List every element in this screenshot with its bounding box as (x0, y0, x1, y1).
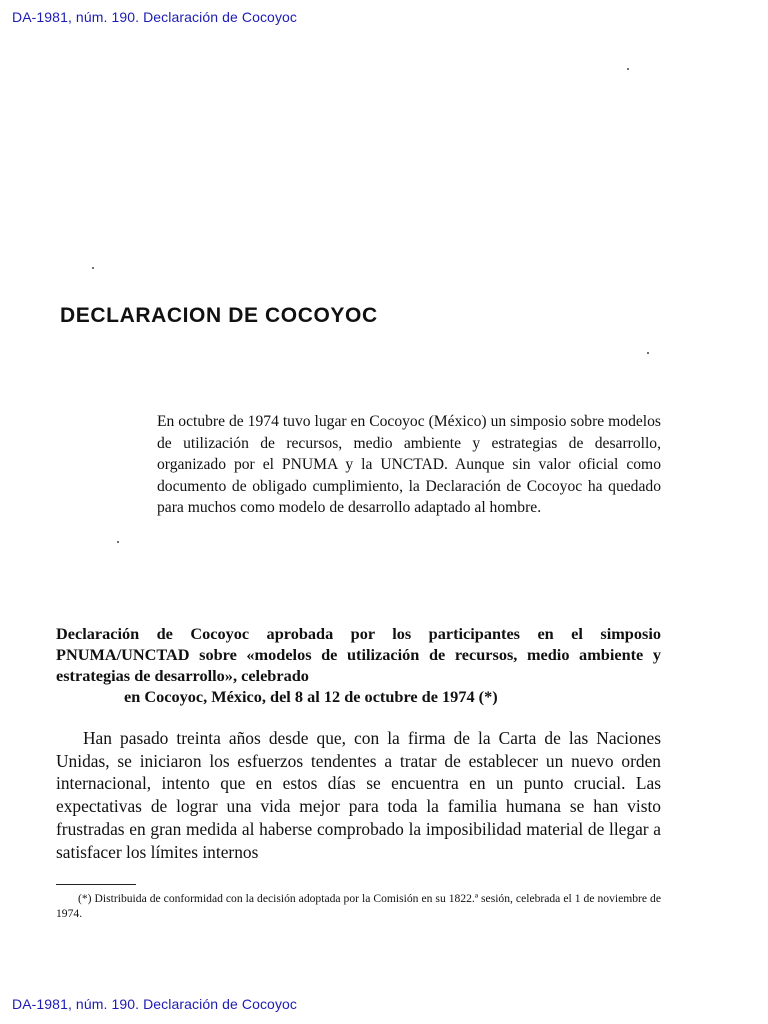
document-title: DECLARACION DE COCOYOC (60, 304, 378, 327)
scan-speck (627, 68, 629, 70)
footnote-marker: (*) (78, 892, 92, 905)
footnote (56, 891, 661, 921)
footnote-text: Distribuida de conformidad con la decisión adoptada por la Comisión en su 1822.ª sesión, celebrada el 1 de noviembre de 1974. (56, 892, 661, 920)
running-head-bottom: DA-1981, núm. 190. Declaración de Cocoyoc (12, 996, 298, 1012)
scan-speck (647, 352, 649, 354)
declaration-heading (56, 623, 661, 707)
intro-paragraph: En octubre de 1974 tuvo lugar en Cocoyoc (México) un simposio sobre modelos de utilización de recursos, medio ambiente y estrategias de desarrollo, organizado por el PNUMA y la UNCTAD. Aunque sin valor oficial como documento de obligado cumplimiento, la Declaración de Cocoyoc ha quedado para muchos como modelo de desarrollo adaptado al hombre. (157, 413, 661, 516)
declaration-heading-main: Declaración de Cocoyoc aprobada por los participantes en el simposio PNUMA/UNCTAD sobre «modelos de utilización de recursos, medio ambiente y estrategias de desarrollo», celebrado (56, 624, 661, 685)
running-head-top: DA-1981, núm. 190. Declaración de Cocoyoc (12, 9, 298, 25)
footnote-divider (56, 884, 136, 885)
declaration-heading-last-line: en Cocoyoc, México, del 8 al 12 de octubre de 1974 (*) (124, 687, 498, 706)
scan-speck (117, 541, 119, 543)
body-paragraph: Han pasado treinta años desde que, con la firma de la Carta de las Naciones Unidas, se iniciaron los esfuerzos tendentes a tratar de establecer un nuevo orden internacional, intento que en estos días se encuentra en un punto crucial. Las expectativas de lograr una vida mejor para toda la familia humana se han visto frustradas en gran medida al haberse comprobado la imposibilidad material de llegar a satisfacer los límites internos (56, 728, 661, 862)
scan-speck (92, 267, 94, 269)
